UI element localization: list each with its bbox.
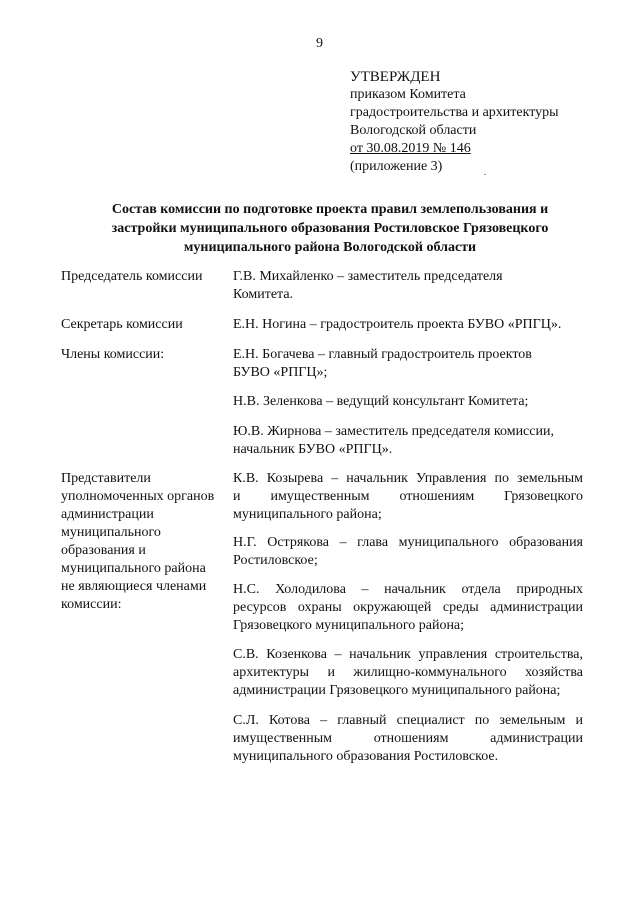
secretary-label: Секретарь комиссии	[61, 317, 183, 332]
representative-2-line-1: Н.Г. Острякова – глава муниципального образования	[233, 535, 583, 550]
approval-title: УТВЕРЖДЕН	[350, 69, 441, 85]
secretary-entry: Е.Н. Ногина – градостроитель проекта БУВО «РПГЦ».	[233, 317, 562, 332]
approval-order-number: от 30.08.2019 № 146	[350, 141, 471, 156]
representative-3-line-2: ресурсов охраны окружающей среды администрации	[233, 600, 583, 615]
representative-4-line-2: архитектуры и жилищно-коммунального хозяйства	[233, 665, 583, 680]
member-entry-3	[233, 423, 583, 459]
approval-line-1: приказом Комитета	[350, 87, 466, 102]
document-heading	[60, 200, 600, 257]
representative-1-line-2: и имущественным отношениям Грязовецкого	[233, 489, 583, 504]
representatives-label-line-3: администрации	[61, 507, 154, 522]
heading-line-2: застройки муниципального образования Ростиловское Грязовецкого	[111, 221, 549, 236]
scan-speck	[484, 174, 486, 175]
representatives-label	[61, 470, 226, 614]
representative-entry-2	[233, 534, 583, 570]
representative-5-line-3: муниципального образования Ростиловское.	[233, 749, 499, 764]
representative-entry-4	[233, 646, 583, 700]
representatives-label-line-5: образования и	[61, 543, 146, 558]
representative-4-line-1: С.В. Козенкова – начальник управления строительства,	[233, 647, 583, 662]
approval-appendix: (приложение 3)	[350, 159, 443, 174]
representative-1-line-3: муниципального района;	[233, 507, 382, 522]
representative-1-line-1: К.В. Козырева – начальник Управления по земельным	[233, 471, 583, 486]
representatives-label-line-6: муниципального района	[61, 561, 206, 576]
member-entry-1	[233, 346, 583, 382]
representative-entry-5	[233, 712, 583, 766]
chair-entry-line-2: Комитета.	[233, 287, 294, 302]
representatives-label-line-1: Представители	[61, 471, 151, 486]
representative-2-line-2: Ростиловское;	[233, 553, 318, 568]
members-label: Члены комиссии:	[61, 347, 165, 362]
page-number: 9	[316, 36, 323, 51]
representative-5-line-2: имущественным отношениям администрации	[233, 731, 583, 746]
approval-line-2: градостроительства и архитектуры	[350, 105, 559, 120]
approval-stamp	[350, 68, 559, 176]
member-3-line-1: Ю.В. Жирнова – заместитель председателя комиссии,	[233, 424, 554, 439]
member-3-line-2: начальник БУВО «РПГЦ».	[233, 442, 393, 457]
heading-line-1: Состав комиссии по подготовке проекта правил землепользования и	[111, 202, 549, 217]
representative-entry-1	[233, 470, 583, 524]
representative-5-line-1: С.Л. Котова – главный специалист по земельным и	[233, 713, 583, 728]
representatives-label-line-7: не являющиеся членами	[61, 579, 207, 594]
representatives-label-line-2: уполномоченных органов	[61, 489, 215, 504]
representatives-label-line-8: комиссии:	[61, 597, 122, 612]
member-entry-2: Н.В. Зеленкова – ведущий консультант Комитета;	[233, 394, 529, 409]
representative-3-line-1: Н.С. Холодилова – начальник отдела природных	[233, 582, 583, 597]
member-1-line-1: Е.Н. Богачева – главный градостроитель проектов	[233, 347, 532, 362]
chair-label: Председатель комиссии	[61, 269, 203, 284]
approval-line-3: Вологодской области	[350, 123, 477, 138]
representatives-label-line-4: муниципального	[61, 525, 161, 540]
representative-4-line-3: администрации Грязовецкого муниципального района;	[233, 683, 561, 698]
heading-line-3: муниципального района Вологодской области	[183, 240, 477, 255]
member-1-line-2: БУВО «РПГЦ»;	[233, 365, 328, 380]
chair-entry	[233, 268, 583, 304]
representative-3-line-3: Грязовецкого муниципального района;	[233, 618, 465, 633]
chair-entry-line-1: Г.В. Михайленко – заместитель председателя	[233, 269, 503, 284]
representative-entry-3	[233, 581, 583, 635]
